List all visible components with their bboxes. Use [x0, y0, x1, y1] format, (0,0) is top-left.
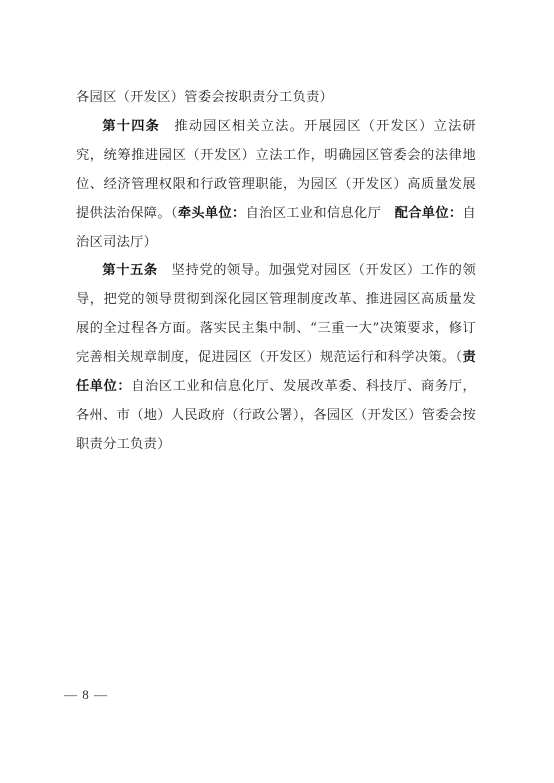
responsible-unit-value: 自治区工业和信息化厅、发展改革委、科技厅、商务厅，各州、市（地）人民政府（行政公署），各园区（开发区）管委会按职责分工负责） [76, 379, 477, 452]
lead-unit-value: 自治区工业和信息化厅 [245, 205, 395, 221]
text-segment: 各园区（开发区）管委会按职责分工负责） [76, 90, 334, 105]
article-15-text: 坚持党的领导。加强党对园区（开发区）工作的领导，把党的领导贯彻到深化园区管理制度改革、推进园区高质量发展的全过程各方面。落实民主集中制、“三重一大”决策要求，修订完善相关规章制度，促进园区（开发区）规范运行和科学决策。（ [76, 263, 476, 366]
cooperating-unit-value: 自治区司法厅） [76, 205, 476, 250]
document-body [76, 84, 476, 460]
page-number: — 8 — [64, 687, 108, 702]
article-14-text: 推动园区相关立法。开展园区（开发区）立法研究，统筹推进园区（开发区）立法工作，明确园区管委会的法律地位、经济管理权限和行政管理职能，为园区（开发区）高质量发展提供法治保障。（ [76, 118, 477, 221]
article-14-paragraph [76, 113, 476, 258]
paragraph-continued [76, 84, 476, 113]
responsible-unit-label: 责任单位： [76, 350, 476, 395]
cooperating-unit-label: 配合单位： [394, 205, 463, 221]
article-14-heading: 第十四条 [102, 118, 161, 134]
article-15-heading: 第十五条 [102, 263, 158, 279]
lead-unit-label: 牵头单位： [177, 205, 246, 221]
article-15-paragraph [76, 257, 476, 459]
